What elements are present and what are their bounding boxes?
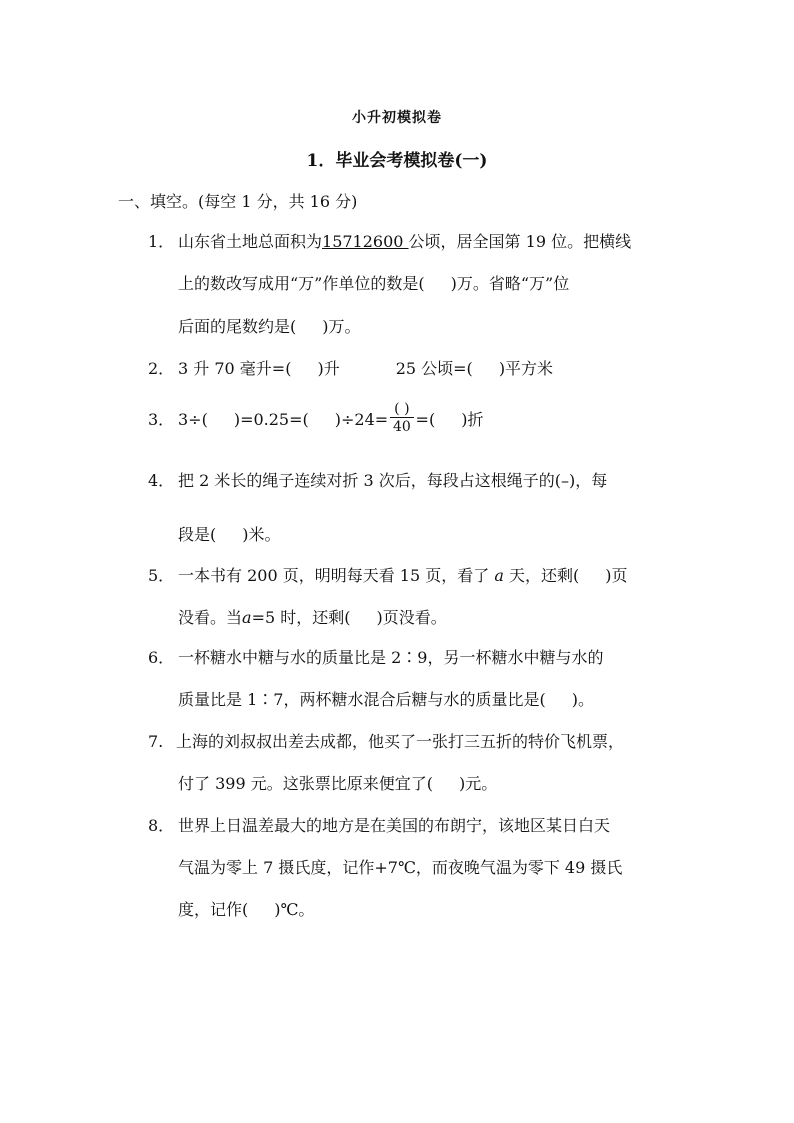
question-8 — [148, 815, 676, 837]
question-text: 天，还剩( — [508, 566, 580, 585]
question-text: )平方米 — [498, 359, 554, 378]
question-text: 世界上日温差最大的地方是在美国的布朗宁，该地区某日白天 — [178, 816, 611, 835]
question-text: 把 2 米长的绳子连续对折 3 次后，每段占这根绳子的(–)，每 — [178, 471, 608, 490]
question-text: )℃。 — [274, 900, 315, 919]
question-number: 2． — [148, 359, 175, 378]
question-text: )升 — [317, 359, 340, 378]
question-number: 1． — [148, 232, 175, 251]
variable-a: a — [494, 566, 504, 585]
question-6-line-2 — [178, 689, 674, 711]
question-5 — [148, 565, 676, 587]
question-2 — [148, 358, 676, 380]
question-6 — [148, 647, 676, 669]
question-number: 8． — [148, 816, 175, 835]
question-1-line-3 — [178, 316, 674, 338]
question-text: 上海的刘叔叔出差去成都，他买了一张打三五折的特价飞机票， — [176, 732, 625, 751]
question-text: 3 升 70 毫升=( — [178, 359, 292, 378]
question-3 — [148, 402, 676, 438]
question-text: 一杯糖水中糖与水的质量比是 2∶9，另一杯糖水中糖与水的 — [178, 648, 604, 667]
question-number: 4． — [148, 471, 175, 490]
question-text: 25 公顷=( — [395, 359, 473, 378]
question-text: =( — [415, 410, 436, 429]
question-text: )米。 — [242, 525, 281, 544]
question-text: 3÷( — [178, 410, 208, 429]
section-heading: 一、填空。(每空 1 分，共 16 分) — [118, 192, 358, 211]
question-4 — [148, 470, 676, 492]
question-text: )。 — [571, 690, 594, 709]
question-text: 气温为零上 7 摄氏度，记作+7℃，而夜晚气温为零下 49 摄氏 — [178, 858, 623, 877]
question-text: 山东省土地总面积为 — [178, 232, 323, 251]
question-text: 上的数改写成用“万”作单位的数是( — [178, 274, 425, 293]
page-title: 1．毕业会考模拟卷(一) — [306, 151, 488, 171]
underlined-number: 15712600 — [322, 232, 409, 251]
question-text: )万。省略“万”位 — [450, 274, 570, 293]
question-text: 质量比是 1∶7，两杯糖水混合后糖与水的质量比是( — [178, 690, 546, 709]
question-7-line-2 — [178, 773, 674, 795]
question-text: 没看。当 — [178, 608, 243, 627]
question-text: 段是( — [178, 525, 217, 544]
question-text: 付了 399 元。这张票比原来便宜了( — [178, 774, 433, 793]
question-text: )=0.25=( — [233, 410, 309, 429]
question-text: 公顷，居全国第 19 位。把横线 — [408, 232, 632, 251]
question-7 — [148, 731, 676, 753]
question-number: 6． — [148, 648, 175, 667]
question-text: 度，记作( — [178, 900, 249, 919]
question-number: 5． — [148, 566, 175, 585]
question-text: )万。 — [322, 317, 361, 336]
question-text: )元。 — [458, 774, 498, 793]
question-text: )页没看。 — [376, 608, 447, 627]
question-text: 后面的尾数约是( — [178, 317, 297, 336]
fraction-denominator: 40 — [392, 419, 411, 435]
question-4-line-2 — [178, 524, 674, 546]
question-text: )折 — [461, 410, 484, 429]
exam-label: 小升初模拟卷 — [352, 110, 442, 126]
question-1-line-2 — [178, 273, 674, 295]
question-text: )÷24= — [334, 410, 389, 429]
question-text: )页 — [605, 566, 628, 585]
question-8-line-2 — [178, 857, 674, 879]
question-1 — [148, 231, 676, 253]
question-number: 7. — [148, 732, 164, 751]
variable-a: a — [242, 608, 252, 627]
question-text: 一本书有 200 页，明明每天看 15 页，看了 — [178, 566, 490, 585]
question-text: =5 时，还剩( — [251, 608, 351, 627]
fraction-numerator[interactable]: ( ) — [390, 401, 413, 418]
question-5-line-2 — [178, 607, 674, 629]
question-number: 3． — [148, 410, 175, 429]
fraction — [390, 401, 413, 436]
question-8-line-3 — [178, 899, 674, 921]
